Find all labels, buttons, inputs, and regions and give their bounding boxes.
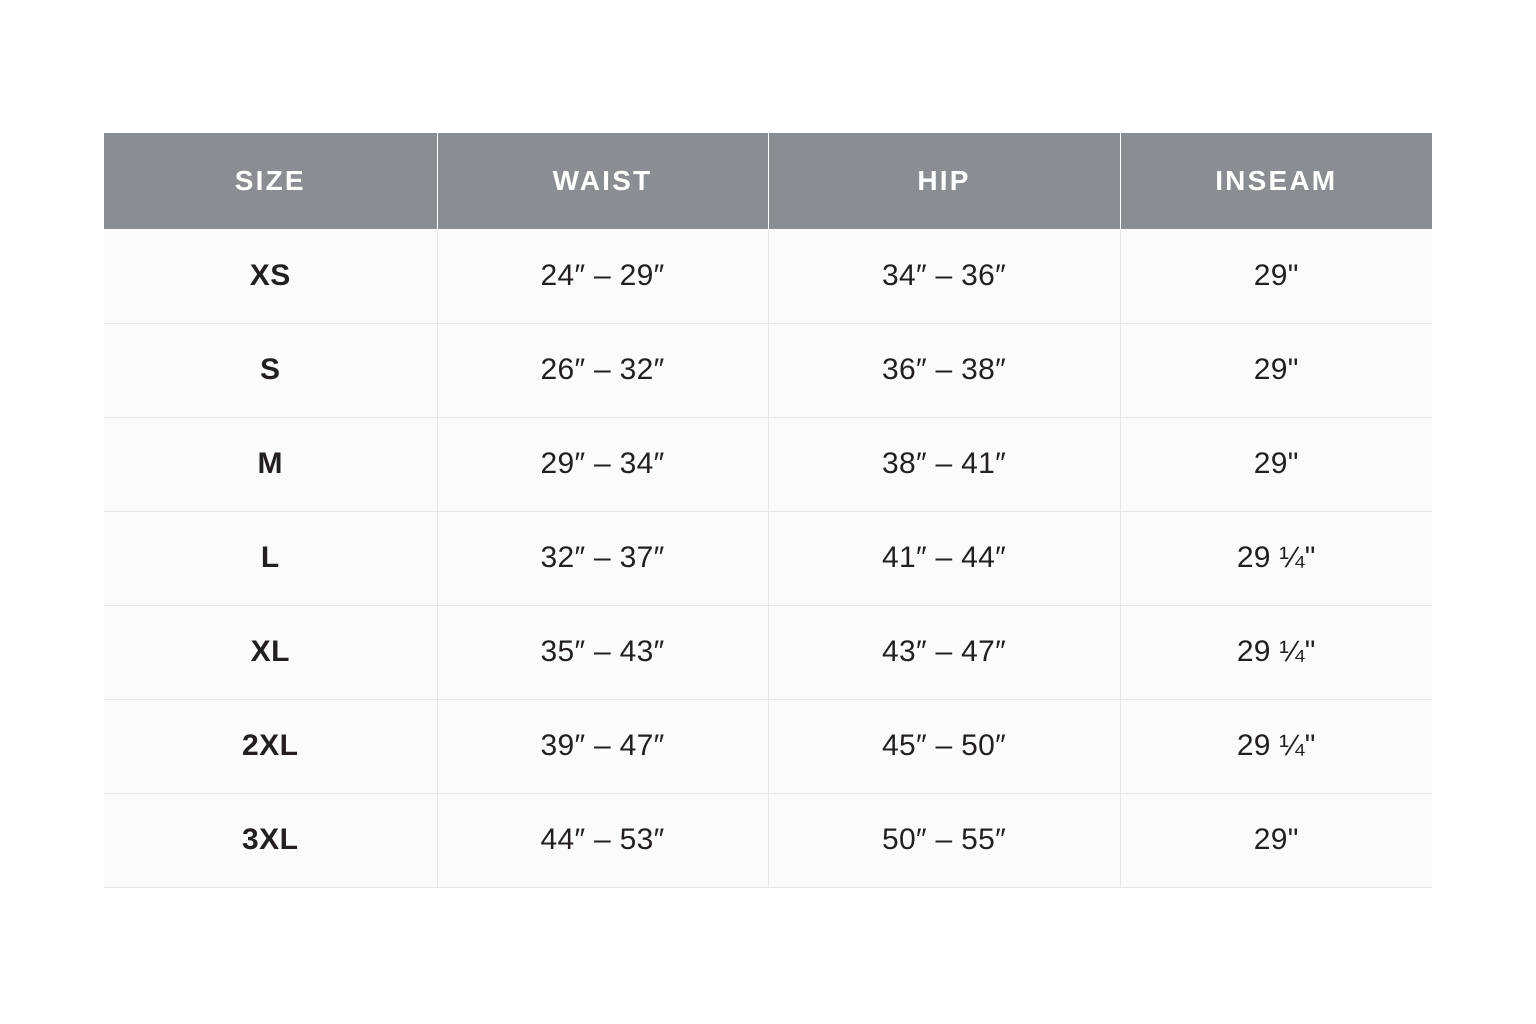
size-chart-container — [104, 133, 1432, 888]
cell-waist: 39″ – 47″ — [437, 699, 768, 793]
cell-hip: 45″ – 50″ — [768, 699, 1120, 793]
cell-size: L — [104, 511, 437, 605]
cell-size: 3XL — [104, 793, 437, 887]
cell-waist: 32″ – 37″ — [437, 511, 768, 605]
table-row — [104, 605, 1432, 699]
table-row — [104, 511, 1432, 605]
table-row — [104, 793, 1432, 887]
cell-size: S — [104, 323, 437, 417]
column-header-size: SIZE — [104, 133, 437, 229]
cell-size: XS — [104, 229, 437, 323]
column-header-hip: HIP — [768, 133, 1120, 229]
cell-inseam: 29 ¼" — [1120, 699, 1432, 793]
column-header-waist: WAIST — [437, 133, 768, 229]
cell-inseam: 29 ¼" — [1120, 511, 1432, 605]
cell-inseam: 29 ¼" — [1120, 605, 1432, 699]
table-row — [104, 417, 1432, 511]
cell-inseam: 29" — [1120, 793, 1432, 887]
cell-size: XL — [104, 605, 437, 699]
cell-waist: 24″ – 29″ — [437, 229, 768, 323]
cell-hip: 43″ – 47″ — [768, 605, 1120, 699]
cell-hip: 34″ – 36″ — [768, 229, 1120, 323]
cell-hip: 50″ – 55″ — [768, 793, 1120, 887]
cell-waist: 35″ – 43″ — [437, 605, 768, 699]
cell-waist: 26″ – 32″ — [437, 323, 768, 417]
table-row — [104, 699, 1432, 793]
table-body — [104, 229, 1432, 887]
cell-hip: 41″ – 44″ — [768, 511, 1120, 605]
cell-hip: 36″ – 38″ — [768, 323, 1120, 417]
size-chart-table — [104, 133, 1432, 888]
cell-waist: 29″ – 34″ — [437, 417, 768, 511]
cell-size: 2XL — [104, 699, 437, 793]
cell-hip: 38″ – 41″ — [768, 417, 1120, 511]
cell-size: M — [104, 417, 437, 511]
table-header-row — [104, 133, 1432, 229]
cell-inseam: 29" — [1120, 229, 1432, 323]
table-row — [104, 323, 1432, 417]
cell-waist: 44″ – 53″ — [437, 793, 768, 887]
cell-inseam: 29" — [1120, 323, 1432, 417]
table-row — [104, 229, 1432, 323]
column-header-inseam: INSEAM — [1120, 133, 1432, 229]
table-header — [104, 133, 1432, 229]
cell-inseam: 29" — [1120, 417, 1432, 511]
